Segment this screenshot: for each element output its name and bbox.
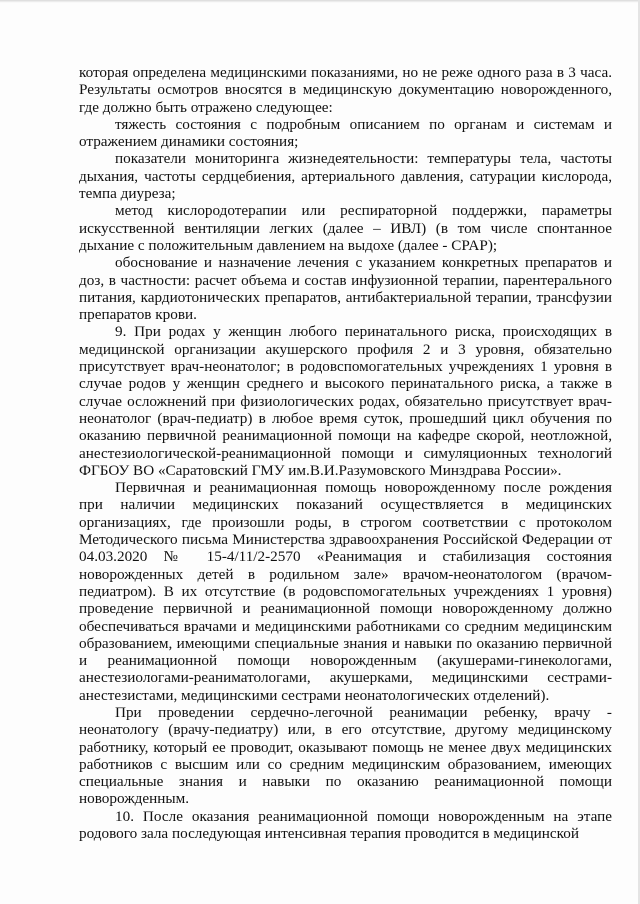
paragraph-cpr: При проведении сердечно-легочной реанимации ребенку, врачу - неонатологу (врачу-педиатру) или, в его отсутствие, другому медицинскому работнику, который ее проводит, оказывают помощь не менее двух медицинских работников с высшим или со средним медицинским образованием, имеющих специальные знания и навыки по оказанию реанимационной помощи новорожденным. [79,703,612,808]
document-body [79,64,612,842]
paragraph-oxygen-therapy: метод кислородотерапии или респираторной поддержки, параметры искусственной вентиляции легких (далее – ИВЛ) (в том числе спонтанное дыхание с положительным давлением на выдохе (далее - CPAP); [79,202,612,254]
scan-edge-top [0,0,640,3]
paragraph-primary-care: Первичная и реанимационная помощь новорожденному после рождения при наличии медицинских показаний осуществляется в медицинских организациях, где произошли роды, в строгом соответствии с протоколом Методического письма Министерства здравоохранения Российской Федерации от 04.03.2020 № 15-4/11/2-2570 «Реанимация и стабилизация состояния новорожденных детей в родильном зале» врачом-неонатологом (врачом-педиатром). В их отсутствие (в родовспомогательных учреждениях 1 уровня) проведение первичной и реанимационной помощи новорожденному должно обеспечиваться врачами и медицинскими работниками со средним медицинским образованием, имеющими специальные знания и навыки по оказанию первичной и реанимационной помощи новорожденным (акушерами-гинекологами, анестезиологами-реаниматологами, акушерками, медицинскими сестрами-анестезистами, медицинскими сестрами неонатологических отделений). [79,479,612,704]
paragraph-monitoring: показатели мониторинга жизнедеятельности: температуры тела, частоты дыхания, частоты сердцебиения, артериального давления, сатурации кислорода, темпа диуреза; [79,150,612,203]
paragraph-treatment: обоснование и назначение лечения с указанием конкретных препаратов и доз, в частности: расчет объема и состав инфузионной терапии, парентерального питания, кардиотонических препаратов, антибактериальной терапии, трансфузии препаратов крови. [79,254,612,324]
paragraph-severity: тяжесть состояния с подробным описанием по органам и системам и отражением динамики состояния; [79,115,612,151]
paragraph-item-9: 9. При родах у женщин любого перинатального риска, происходящих в медицинской организации акушерского профиля 2 и 3 уровня, обязательно присутствует врач-неонатолог; в родовспомогательных учреждениях 1 уровня в случае родов у женщин среднего и высокого перинатального риска, а также в случае осложнений при физиологических родах, обязательно присутствует врач-неонатолог (врач-педиатр) в любое время суток, прошедший цикл обучения по оказанию первичной реанимационной помощи на кафедре скорой, неотложной, анестезиологической-реанимационной помощи и симуляционных технологий ФГБОУ ВО «Саратовский ГМУ им.В.И.Разумовского Минздрава России». [79,323,612,479]
paragraph-continuation: которая определена медицинскими показаниями, но не реже одного раза в 3 часа. Результаты осмотров вносятся в медицинскую документацию новорожденного, где должно быть отражено следующее: [79,64,612,116]
paragraph-item-10: 10. После оказания реанимационной помощи новорожденным на этапе родового зала последующая интенсивная терапия проводится в медицинской [79,807,612,843]
